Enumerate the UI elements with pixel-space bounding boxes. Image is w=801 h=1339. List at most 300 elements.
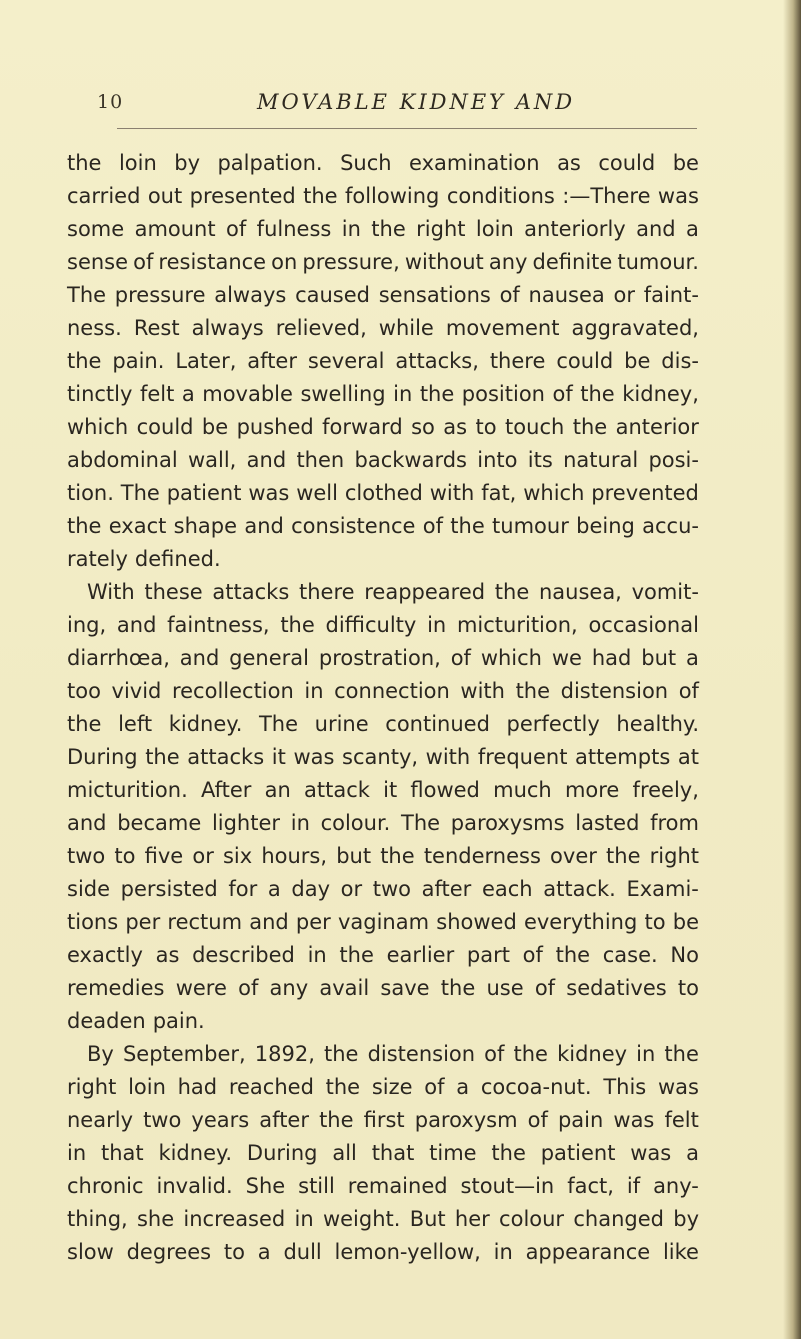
text-line	[67, 213, 699, 246]
text-word: of	[133, 250, 154, 274]
text-word: loin	[128, 1075, 166, 1099]
text-word: changed	[573, 1207, 664, 1231]
text-word: the	[145, 745, 180, 769]
text-word: in	[67, 1141, 87, 1165]
text-word: movable	[202, 382, 293, 406]
text-word: Later,	[175, 349, 237, 373]
text-word: a	[181, 382, 195, 406]
text-word: the	[664, 1042, 699, 1066]
text-line	[67, 510, 699, 543]
text-word: definite	[532, 250, 613, 274]
text-word: This	[603, 1075, 647, 1099]
text-word: pain	[557, 1108, 604, 1132]
text-word: chronic	[67, 1174, 144, 1198]
text-word: could	[598, 151, 656, 175]
text-word: the	[371, 217, 406, 241]
text-word: or	[192, 844, 214, 868]
text-word: the	[572, 415, 608, 439]
text-word: while	[378, 316, 434, 340]
text-word: was	[657, 184, 699, 208]
text-word: were	[175, 976, 227, 1000]
text-word: a	[686, 217, 699, 241]
text-word: exactly	[67, 943, 143, 967]
text-word: two	[143, 1108, 182, 1132]
text-word: kidney.	[168, 712, 243, 736]
text-word: the	[515, 679, 551, 703]
text-word: amount	[134, 217, 216, 241]
text-line	[67, 1170, 699, 1203]
text-word: difficulty	[325, 613, 417, 637]
text-word: several	[307, 349, 385, 373]
text-word: backwards	[354, 448, 467, 472]
text-word: described	[192, 943, 295, 967]
page-header	[97, 91, 697, 125]
text-word: being	[576, 514, 635, 538]
text-word: reappeared	[364, 580, 486, 604]
text-word: that	[371, 1141, 415, 1165]
text-word: kidney.	[158, 1141, 233, 1165]
text-word: six	[222, 844, 253, 868]
text-line	[67, 543, 699, 576]
text-word: Such	[340, 151, 392, 175]
text-word: showed	[436, 910, 517, 934]
text-word: without	[404, 250, 484, 274]
text-word: forward	[322, 415, 403, 439]
text-word: pressure	[114, 283, 206, 307]
text-line	[67, 840, 699, 873]
text-word: time	[429, 1141, 477, 1165]
text-word: the	[450, 514, 485, 538]
text-word: colour.	[320, 811, 391, 835]
text-word: over	[550, 844, 597, 868]
text-word: carried	[67, 184, 141, 208]
text-word: be	[201, 415, 229, 439]
text-word: be	[672, 910, 699, 934]
text-line	[67, 312, 699, 345]
text-word: exact	[108, 514, 167, 538]
text-word: on	[271, 250, 298, 274]
text-line	[67, 774, 699, 807]
text-word: two	[372, 877, 412, 901]
text-word: September,	[122, 1042, 246, 1066]
text-word: and	[636, 217, 676, 241]
text-line	[67, 411, 699, 444]
text-word: which	[67, 415, 129, 439]
text-word: anteriorly	[524, 217, 626, 241]
text-word: save	[380, 976, 430, 1000]
text-word: two	[67, 844, 106, 868]
text-word: had	[177, 1075, 218, 1099]
text-word: cocoa-nut.	[480, 1075, 592, 1099]
text-word: in	[304, 679, 324, 703]
text-word: at	[677, 745, 699, 769]
text-word: as	[557, 151, 581, 175]
text-word: be	[624, 349, 651, 373]
text-word: Exami-	[626, 877, 699, 901]
text-word: colour	[499, 1207, 565, 1231]
text-line	[67, 180, 699, 213]
text-word: more	[564, 778, 620, 802]
text-word: healthy.	[616, 712, 699, 736]
text-word: or	[613, 283, 635, 307]
text-word: and	[67, 811, 107, 835]
text-word: The	[401, 811, 441, 835]
text-word: per	[295, 910, 331, 934]
text-word: five	[144, 844, 184, 868]
text-word: scanty,	[342, 745, 419, 769]
text-word: wall,	[187, 448, 237, 472]
text-word: a	[267, 877, 281, 901]
text-word: :—There	[562, 184, 651, 208]
text-word: and	[116, 613, 157, 637]
text-word: if	[626, 1174, 641, 1198]
text-word: nausea,	[538, 580, 622, 604]
text-word: be	[672, 151, 699, 175]
text-word: attack.	[543, 877, 616, 901]
text-word: lighter	[211, 811, 281, 835]
text-word: after	[247, 349, 297, 373]
text-word: from	[650, 811, 699, 835]
text-line	[67, 246, 699, 279]
text-word: the	[440, 976, 476, 1000]
text-word: paroxysms	[450, 811, 565, 835]
text-word: patient	[540, 1141, 616, 1165]
text-line	[67, 741, 699, 774]
text-word: By	[87, 1042, 114, 1066]
text-word: but	[336, 844, 372, 868]
text-word: always	[191, 316, 264, 340]
text-word: of	[238, 976, 259, 1000]
text-word: could	[136, 415, 194, 439]
text-word: prostration,	[318, 646, 441, 670]
text-word: and	[246, 448, 287, 472]
text-word: invalid.	[156, 1174, 233, 1198]
text-word: in	[427, 613, 447, 637]
text-word: or	[340, 877, 363, 901]
text-word: occasional	[588, 613, 699, 637]
text-word: in	[636, 1042, 656, 1066]
text-line	[67, 1104, 699, 1137]
text-word: of	[552, 382, 573, 406]
text-line	[67, 1071, 699, 1104]
page-number: 10	[97, 91, 124, 113]
text-word: could	[556, 349, 614, 373]
text-word: No	[670, 943, 699, 967]
text-word: which	[523, 481, 585, 505]
text-word: nausea	[528, 283, 605, 307]
text-word: by	[673, 1207, 699, 1231]
text-word: too	[67, 679, 101, 703]
text-word: it	[383, 778, 398, 802]
text-word: as	[155, 943, 180, 967]
text-word: remedies	[67, 976, 165, 1000]
text-word: sedatives	[566, 976, 667, 1000]
text-word: defined.	[134, 547, 221, 571]
text-word: examination	[409, 151, 540, 175]
text-word: in	[307, 943, 327, 967]
text-word: attacks,	[395, 349, 479, 373]
text-word: tenderness	[423, 844, 541, 868]
text-word: years	[191, 1108, 250, 1132]
text-line	[67, 675, 699, 708]
text-word: these	[144, 580, 203, 604]
text-word: flowed	[410, 778, 480, 802]
text-word: increased	[183, 1207, 286, 1231]
text-word: in	[393, 382, 413, 406]
text-word: The	[258, 712, 299, 736]
text-word: kidney,	[622, 382, 699, 406]
text-word: abdominal	[67, 448, 178, 472]
text-word: day	[291, 877, 331, 901]
text-word: degrees	[126, 1240, 212, 1264]
text-word: right	[649, 844, 699, 868]
text-word: micturition,	[456, 613, 578, 637]
text-word: conditions	[446, 184, 555, 208]
text-word: with	[429, 481, 475, 505]
text-line	[67, 1203, 699, 1236]
text-word: tinctly	[67, 382, 133, 406]
text-word: of	[484, 1042, 505, 1066]
text-word: vomit-	[631, 580, 699, 604]
text-word: it	[271, 745, 286, 769]
text-word: After	[200, 778, 252, 802]
text-word: and	[249, 910, 289, 934]
text-word: size	[371, 1075, 413, 1099]
text-word: deaden	[67, 1009, 146, 1033]
text-word: was	[657, 1075, 699, 1099]
text-word: of	[534, 976, 556, 1000]
text-word: to	[223, 1240, 246, 1264]
text-word: which	[480, 646, 542, 670]
text-line	[67, 642, 699, 675]
text-word: the	[580, 382, 615, 406]
text-word: relieved,	[275, 316, 367, 340]
text-word: frequent	[477, 745, 568, 769]
text-word: thing,	[67, 1207, 128, 1231]
text-word: avail	[319, 976, 370, 1000]
text-word: tumour	[492, 514, 569, 538]
text-word: each	[481, 877, 533, 901]
text-word: weight.	[322, 1207, 401, 1231]
text-word: clothed	[344, 481, 423, 505]
text-line	[67, 576, 699, 609]
text-word: the	[606, 844, 641, 868]
text-word: right	[67, 1075, 117, 1099]
text-word: as	[443, 415, 468, 439]
text-word: pain.	[112, 349, 165, 373]
text-word: presented	[189, 184, 296, 208]
text-word: distension	[367, 1042, 476, 1066]
text-word: her	[454, 1207, 490, 1231]
text-word: diarrhœa,	[67, 646, 170, 670]
text-word: tions	[67, 910, 119, 934]
text-word: the	[324, 1042, 359, 1066]
text-line	[67, 147, 699, 180]
text-word: by	[174, 151, 200, 175]
text-word: general	[229, 646, 309, 670]
text-word: fat,	[481, 481, 517, 505]
text-word: with	[425, 745, 471, 769]
text-word: movement	[445, 316, 560, 340]
text-word: left	[118, 712, 153, 736]
text-word: well	[296, 481, 338, 505]
text-word: earlier	[386, 943, 455, 967]
text-word: to	[114, 844, 136, 868]
text-word: like	[662, 1240, 699, 1264]
text-word: prevented	[591, 481, 699, 505]
text-line	[67, 873, 699, 906]
text-line	[67, 609, 699, 642]
text-word: reached	[228, 1075, 314, 1099]
text-word: posi-	[648, 448, 699, 472]
text-word: palpation.	[217, 151, 323, 175]
text-word: to	[677, 976, 699, 1000]
text-word: a	[686, 646, 699, 670]
text-word: slow	[67, 1240, 114, 1264]
text-word: for	[228, 877, 258, 901]
page-edge-shadow	[783, 0, 801, 1339]
text-word: attack	[303, 778, 370, 802]
text-word: after	[259, 1108, 309, 1132]
text-word: 1892,	[254, 1042, 315, 1066]
text-word: right	[416, 217, 466, 241]
text-word: hours,	[261, 844, 328, 868]
text-line	[67, 1137, 699, 1170]
text-word: into	[477, 448, 518, 472]
text-word: of	[678, 679, 699, 703]
text-word: During	[67, 745, 138, 769]
text-line	[67, 939, 699, 972]
text-word: of	[499, 283, 520, 307]
text-word: the	[419, 382, 455, 406]
header-rule	[117, 128, 697, 129]
text-word: any-	[653, 1174, 699, 1198]
text-word: lemon-yellow,	[334, 1240, 481, 1264]
text-line	[67, 1005, 699, 1038]
text-word: continued	[385, 712, 490, 736]
text-line	[67, 1236, 699, 1269]
text-word: Rest	[133, 316, 180, 340]
text-word: ness.	[67, 316, 122, 340]
text-word: the	[67, 712, 102, 736]
text-word: The	[120, 481, 160, 505]
text-word: of	[522, 943, 543, 967]
text-word: attacks	[187, 745, 265, 769]
text-word: any	[488, 250, 528, 274]
text-word: micturition.	[67, 778, 188, 802]
text-word: the	[303, 184, 338, 208]
text-word: she	[136, 1207, 175, 1231]
text-word: was	[293, 745, 335, 769]
text-word: of	[226, 217, 247, 241]
text-word: in	[290, 811, 310, 835]
text-word: the	[325, 1075, 361, 1099]
text-word: always	[214, 283, 287, 307]
text-word: the	[380, 844, 415, 868]
text-word: of	[424, 1075, 445, 1099]
text-word: the	[513, 1042, 548, 1066]
text-word: the	[339, 943, 374, 967]
text-line	[67, 444, 699, 477]
text-word: paroxysm	[414, 1108, 518, 1132]
body-text	[67, 147, 699, 1269]
text-word: of	[450, 646, 471, 670]
text-word: there	[489, 349, 546, 373]
text-word: dull	[283, 1240, 322, 1264]
text-word: recollection	[171, 679, 294, 703]
text-word: shape	[173, 514, 238, 538]
text-line	[67, 972, 699, 1005]
text-word: in	[493, 1240, 513, 1264]
text-line	[67, 279, 699, 312]
text-word: per	[125, 910, 161, 934]
text-word: after	[421, 877, 472, 901]
text-word: following	[344, 184, 440, 208]
text-word: persisted	[120, 877, 218, 901]
text-word: some	[67, 217, 125, 241]
text-word: with	[460, 679, 505, 703]
text-word: its	[527, 448, 553, 472]
text-word: freely,	[632, 778, 699, 802]
text-word: lasted	[575, 811, 640, 835]
text-word: the	[319, 1108, 354, 1132]
text-word: During	[246, 1141, 318, 1165]
text-word: sense	[67, 250, 129, 274]
text-word: but	[641, 646, 677, 670]
text-word: felt	[664, 1108, 699, 1132]
text-word: anterior	[615, 415, 699, 439]
text-word: But	[409, 1207, 446, 1231]
text-word: became	[117, 811, 202, 835]
text-word: had	[591, 646, 632, 670]
text-word: nearly	[67, 1108, 133, 1132]
text-word: sensations	[378, 283, 491, 307]
text-word: attacks	[212, 580, 290, 604]
text-word: the	[555, 943, 591, 967]
text-word: felt	[139, 382, 175, 406]
text-word: vivid	[111, 679, 162, 703]
text-word: position	[461, 382, 545, 406]
text-word: faint-	[643, 283, 699, 307]
text-word: there	[298, 580, 355, 604]
text-word: accu-	[642, 514, 699, 538]
text-word: was	[613, 1108, 655, 1132]
text-word: much	[493, 778, 552, 802]
text-line	[67, 807, 699, 840]
text-word: a	[686, 1141, 699, 1165]
text-word: the	[491, 1141, 526, 1165]
text-word: in	[341, 217, 361, 241]
text-word: that	[100, 1141, 144, 1165]
text-word: still	[298, 1174, 335, 1198]
text-word: consistence	[291, 514, 416, 538]
text-line	[67, 345, 699, 378]
text-line	[67, 477, 699, 510]
text-word: tion.	[67, 481, 114, 505]
text-word: vaginam	[337, 910, 430, 934]
text-word: to	[644, 910, 666, 934]
text-word: any	[269, 976, 309, 1000]
text-word: first	[363, 1108, 405, 1132]
text-word: perfectly	[506, 712, 600, 736]
text-word: the	[280, 613, 315, 637]
text-word: and	[179, 646, 220, 670]
text-word: fulness	[256, 217, 332, 241]
text-word: of	[422, 514, 444, 538]
text-word: side	[67, 877, 111, 901]
text-word: part	[466, 943, 510, 967]
text-word: loin	[475, 217, 514, 241]
